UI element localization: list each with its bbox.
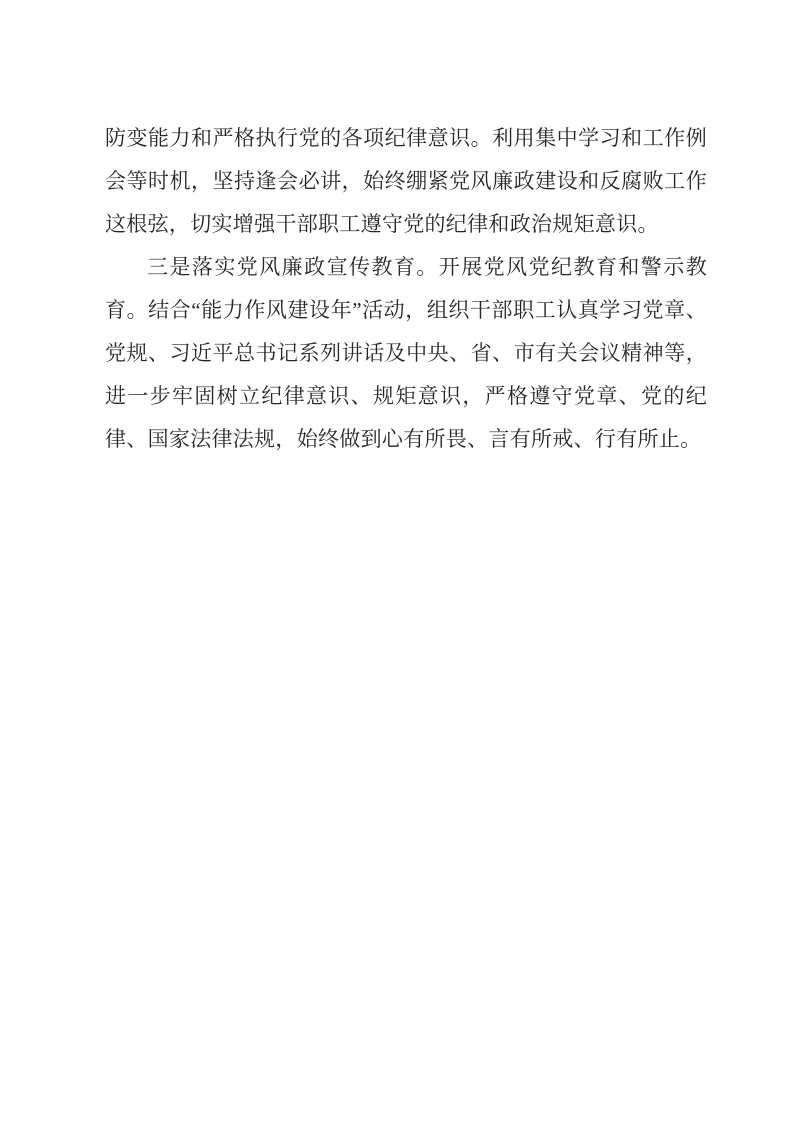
paragraph: 三是落实党风廉政宣传教育。开展党风党纪教育和警示教育。结合“能力作风建设年”活动，组织干部职工认真学习党章、党规、习近平总书记系列讲话及中央、省、市有关会议精神等，进一步牢固树立纪律意识、规矩意识，严格遵守党章、党的纪律、国家法律法规，始终做到心有所畏、言有所戒、行有所止。 [105,255,707,451]
paragraph: 防变能力和严格执行党的各项纪律意识。利用集中学习和工作例会等时机，坚持逢会必讲，始终绷紧党风廉政建设和反腐败工作这根弦，切实增强干部职工遵守党的纪律和政治规矩意识。 [105,126,707,236]
document-body [105,117,707,461]
